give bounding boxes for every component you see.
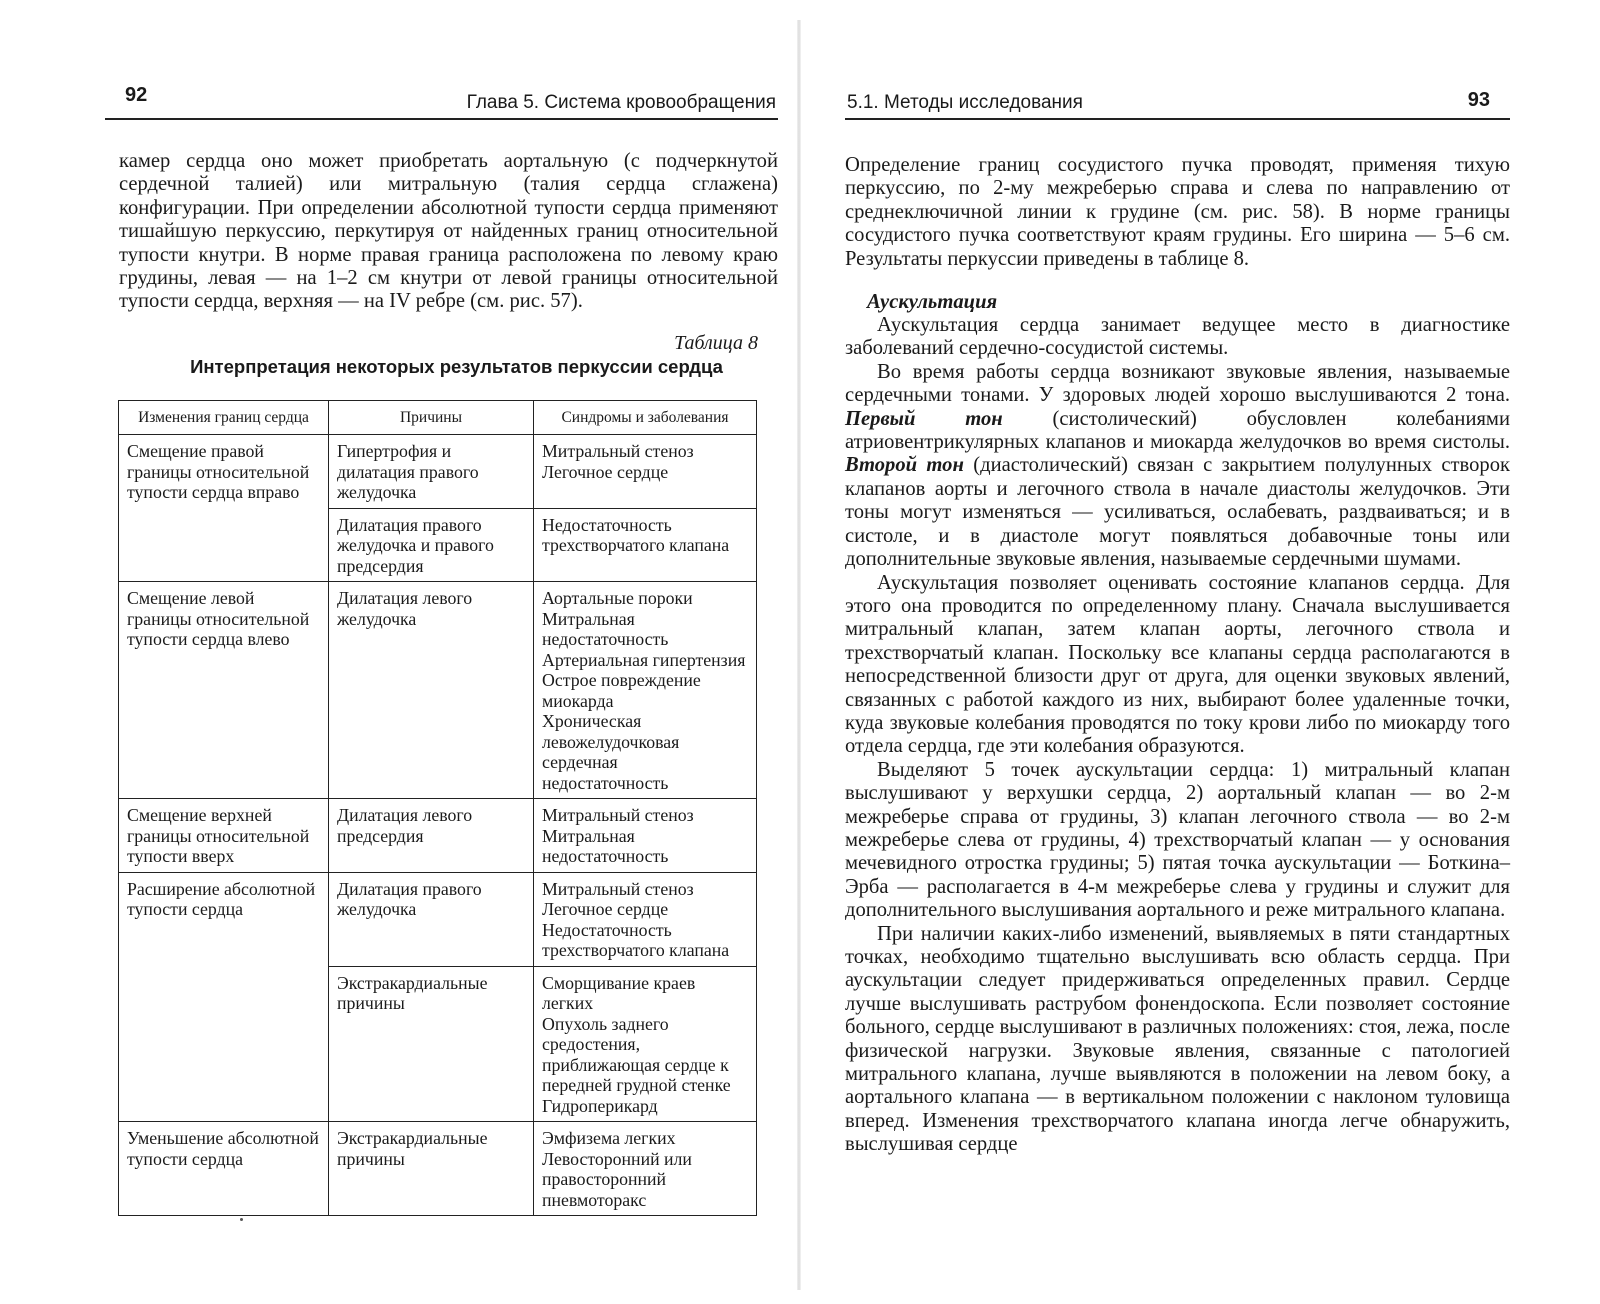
syndrome-item: Недостаточность трехстворчатого клапана (542, 514, 730, 556)
right-body-text (845, 154, 1510, 1157)
syndrome-item: Митральный стеноз (542, 878, 694, 899)
section-heading-auscultation: Аускультация (867, 291, 998, 314)
right-running-head (845, 80, 1510, 120)
table-row (119, 435, 757, 509)
header-syndromes: Синдромы и заболевания (534, 400, 757, 435)
syndrome-item: Митральный стеноз (542, 805, 694, 826)
syndrome-item: Эмфизема легких (542, 1128, 676, 1149)
text-run: (диастолический) связан с закрытием полулунных створок клапанов аорты и легочного ствола в начале диастолы желудочков. Эти тоны могут изменяться — усиливаться, ослабевать, раздваиваться; и в систоле, и в диастоле могут появляться добавочные тоны или дополнительные звуковые явления, называемые сердечными шумами. (845, 454, 1510, 571)
change-cell: Смещение верхней границы относительной тупости вверх (119, 799, 329, 873)
text-run: Во время работы сердца возникают звуковые явления, называемые сердечными тонами. У здоровых людей хорошо выслушиваются 2 тона. (845, 360, 1510, 407)
syndrome-item: Легочное сердце (542, 899, 669, 920)
syndrome-item: Хроническая левожелудочковая сердечная недостаточность (542, 711, 680, 793)
syndrome-cell (534, 1122, 757, 1216)
cause-cell: Гипертрофия и дилатация правого желудочка (329, 435, 534, 509)
right-page-number: 93 (1467, 89, 1490, 111)
paragraph-heart-tones (845, 361, 1510, 572)
term-first-tone: Первый тон (845, 407, 1003, 430)
syndrome-item: Артериальная гипертензия (542, 649, 746, 670)
table-header-row (119, 400, 757, 435)
cause-cell: Дилатация правого желудочка (329, 872, 534, 966)
print-speck (240, 1218, 243, 1221)
cause-cell: Дилатация левого предсердия (329, 799, 534, 873)
cause-cell: Экстракардиальные причины (329, 1122, 534, 1216)
header-causes: Причины (329, 400, 534, 435)
change-cell: Уменьшение абсолютной тупости сердца (119, 1122, 329, 1216)
left-page (105, 0, 778, 1216)
left-running-head (105, 80, 778, 120)
syndrome-cell (534, 799, 757, 873)
paragraph: Аускультация сердца занимает ведущее место в диагностике заболеваний сердечно-сосудистой системы. (845, 314, 1510, 360)
paragraph: При наличии каких-либо изменений, выявляемых в пяти стандартных точках, необходимо тщательно выслушивать всю область сердца. При аускультации следует придерживаться определенных правил. Сердце лучше выслушивать раструбом фонендоскопа. Если позволяет состояние больного, сердце выслушивают в различных положениях: стоя, лежа, после физической нагрузки. Звуковые явления, связанные с патологией митрального клапана, лучше выявляются в положении на левом боку, а аортального клапана — в вертикальном положении с наклоном туловища вперед. Изменения трехстворчатого клапана иногда легче обнаружить, выслушивая сердце (845, 922, 1510, 1156)
right-page (845, 0, 1510, 1157)
book-gutter (797, 20, 801, 1290)
table-row (119, 582, 757, 799)
syndrome-item: Недостаточность трехстворчатого клапана (542, 919, 730, 961)
change-cell: Расширение абсолютной тупости сердца (119, 872, 329, 1122)
syndrome-item: Сморщивание краев легких (542, 972, 696, 1014)
syndrome-item: Митральная недостаточность (542, 608, 669, 650)
left-paragraph: камер сердца оно может приобретать аортальную (с подчеркнутой сердечной талией) или митральную (талия сердца сглажена) конфигурации. При определении абсолютной тупости сердца применяют тишайшую перкуссию, перкутируя от найденных границ относительной тупости кнутри. В норме правая граница расположена по левому краю грудины, левая — на 1–2 см кнутри от левой границы относительной тупости сердца, верхняя — на IV ребре (см. рис. 57). (119, 150, 778, 313)
left-page-number: 92 (125, 84, 148, 106)
table-row (119, 872, 757, 966)
cause-cell: Экстракардиальные причины (329, 966, 534, 1122)
left-running-title: Глава 5. Система кровообращения (466, 92, 776, 113)
syndrome-cell (534, 435, 757, 509)
header-border-changes: Изменения границ сердца (119, 400, 329, 435)
syndrome-item: Митральная недостаточность (542, 825, 669, 867)
cause-cell: Дилатация правого желудочка и правого предсердия (329, 508, 534, 582)
intro-paragraph: Определение границ сосудистого пучка проводят, применяя тихую перкуссию, по 2-му межреберью справа и слева по направлению от среднеключичной линии к грудине (см. рис. 58). В норме границы сосудистого пучка соответствуют краям грудины. Его ширина — 5–6 см. Результаты перкуссии приведены в таблице 8. (845, 154, 1510, 270)
table-label: Таблица 8 (674, 331, 758, 354)
table-row (119, 799, 757, 873)
text-run: (систолический) обусловлен колебаниями атриовентрикулярных клапанов и миокарда желудочков во время систолы. (845, 407, 1510, 454)
change-cell: Смещение правой границы относительной тупости сердца вправо (119, 435, 329, 582)
syndrome-item: Аортальные пороки (542, 588, 693, 609)
syndrome-cell (534, 508, 757, 582)
syndrome-cell (534, 872, 757, 966)
syndrome-item: Гидроперикард (542, 1095, 658, 1116)
syndrome-cell (534, 966, 757, 1122)
paragraph: Выделяют 5 точек аускультации сердца: 1) митральный клапан выслушивают у верхушки сердца, 2) аортальный клапан — во 2-м межреберье справа от грудины, 3) клапан легочного ствола — во 2-м межреберье слева от грудины, 4) трехстворчатый клапан — у основания мечевидного отростка грудины; 5) пятая точка аускультации — Боткина–Эрба — располагается в 4-м межреберье слева у грудины и служит для дополнительного выслушивания аортального и реже митрального клапана. (845, 758, 1510, 922)
left-body-text (105, 150, 778, 314)
syndrome-item: Острое повреждение миокарда (542, 670, 701, 711)
syndrome-item: Легочное сердце (542, 461, 669, 482)
syndrome-item: Левосторонний или правосторонний пневмоторакс (542, 1148, 692, 1210)
syndrome-item: Митральный стеноз (542, 441, 694, 462)
table-row (119, 1122, 757, 1216)
paragraph: Аускультация позволяет оценивать состояние клапанов сердца. Для этого она проводится по определенному плану. Сначала выслушивается митральный клапан, затем клапан аорты, легочного ствола и трехстворчатый клапан. Поскольку все клапаны сердца располагаются в непосредственной близости друг от друга, для оценки звуковых явлений, связанных с работой каждого из них, выбирают более удаленные точки, куда звуковые колебания проводятся по току крови либо по миокарду того отдела сердца, где эти колебания образуются. (845, 571, 1510, 758)
change-cell: Смещение левой границы относительной тупости сердца влево (119, 582, 329, 799)
table-title: Интерпретация некоторых результатов перкуссии сердца (190, 355, 723, 377)
percussion-table (118, 400, 757, 1217)
syndrome-item: Опухоль заднего средостения, приближающая сердце к передней грудной стенке (542, 1013, 731, 1096)
term-second-tone: Второй тон (845, 454, 964, 477)
right-running-title: 5.1. Методы исследования (847, 92, 1083, 113)
cause-cell: Дилатация левого желудочка (329, 582, 534, 799)
syndrome-cell (534, 582, 757, 799)
